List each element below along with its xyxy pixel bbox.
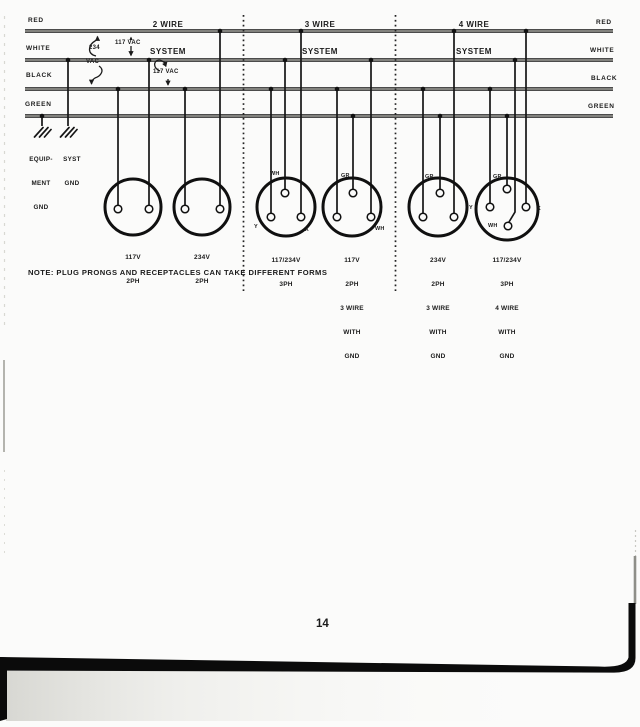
receptacle-label-line: 234V <box>430 257 446 264</box>
section-header-line: 4 WIRE <box>458 20 490 29</box>
receptacle-label-line: 234V <box>194 254 210 261</box>
receptacle-label-line: 2PH <box>126 278 140 285</box>
receptacle-label-line: 117V <box>344 257 360 264</box>
syst-gnd-label <box>56 140 88 204</box>
section-header-line: SYSTEM <box>302 47 338 56</box>
section-header-line: 3 WIRE <box>304 20 336 29</box>
receptacle-label-6 <box>475 241 539 377</box>
black-bus-wire <box>25 88 613 91</box>
receptacle-label-line: GND <box>344 353 360 360</box>
wire-label-white-left: WHITE <box>26 45 51 52</box>
section-header-line: SYSTEM <box>456 47 492 56</box>
gnd-label-line: MENT <box>31 180 51 187</box>
prong-label-wh: WH <box>488 223 498 229</box>
prong-label-y: Y <box>469 205 473 211</box>
prong-label-y: Y <box>254 224 258 230</box>
annotation-234-vac: VAC <box>86 59 100 65</box>
section-header-line: SYSTEM <box>150 47 186 56</box>
receptacle-label-line: 2PH <box>195 278 209 285</box>
equipment-ground-icon <box>35 128 52 138</box>
receptacle-label-line: 117/234V <box>492 257 522 264</box>
prong-label-wh: WH <box>270 171 280 177</box>
equipment-gnd-label <box>23 140 59 228</box>
prong-label-gr: GR <box>493 174 502 180</box>
prong-label-x: X <box>305 227 309 233</box>
page-number: 14 <box>316 618 329 630</box>
receptacle-label-5 <box>406 241 470 377</box>
receptacle-label-line: 3 WIRE <box>340 305 364 312</box>
wire-label-black-left: BLACK <box>26 72 53 79</box>
gnd-label-line: EQUIP- <box>29 156 53 163</box>
receptacle-label-line: WITH <box>498 329 516 336</box>
prong-label-x: X <box>537 206 541 212</box>
wire-label-black-right: BLACK <box>591 75 618 82</box>
gnd-label-line: SYST <box>63 156 81 163</box>
receptacle-label-line: WITH <box>343 329 361 336</box>
gnd-label-line: GND <box>64 180 80 187</box>
receptacle-label-line: 3PH <box>500 281 514 288</box>
section-header-line: 2 WIRE <box>152 20 184 29</box>
receptacle-234v-2ph-gnd <box>409 178 467 236</box>
wire-label-red-left: RED <box>28 17 44 24</box>
wire-label-green-left: GREEN <box>25 101 52 108</box>
receptacle-label-4 <box>320 241 384 377</box>
annotation-234: 234 <box>89 45 100 51</box>
wire-label-white-right: WHITE <box>590 47 615 54</box>
wire-label-red-right: RED <box>596 19 612 26</box>
receptacle-label-line: 4 WIRE <box>495 305 519 312</box>
receptacle-label-line: WITH <box>429 329 447 336</box>
annotation-117vac-white-black: 117 VAC <box>153 69 179 75</box>
receptacle-label-line: 3PH <box>279 281 293 288</box>
section-header-2wire <box>138 2 198 74</box>
wire-label-green-right: GREEN <box>588 103 615 110</box>
receptacle-label-line: 2PH <box>345 281 359 288</box>
receptacle-117v-2ph-gnd <box>323 178 381 236</box>
green-bus-wire <box>25 115 613 118</box>
system-ground-icon <box>61 128 78 138</box>
annotation-117vac-red-white: 117 VAC <box>115 40 141 46</box>
receptacle-label-line: 117V <box>125 254 141 261</box>
receptacle-label-line: GND <box>499 353 515 360</box>
receptacle-label-line: 3 WIRE <box>426 305 450 312</box>
prong-label-gr: GR <box>341 173 350 179</box>
note-text: NOTE: PLUG PRONGS AND RECEPTACLES CAN TAKE DIFFERENT FORMS <box>28 268 328 277</box>
receptacle-label-line: GND <box>430 353 446 360</box>
receptacle-label-line: 117/234V <box>271 257 301 264</box>
receptacle-label-line: 2PH <box>431 281 445 288</box>
prong-label-gr: GR <box>425 174 434 180</box>
section-header-3wire <box>290 2 350 74</box>
prong-label-wh: WH <box>375 226 385 232</box>
gnd-label-line: GND <box>33 204 49 211</box>
section-header-4wire <box>444 2 504 74</box>
